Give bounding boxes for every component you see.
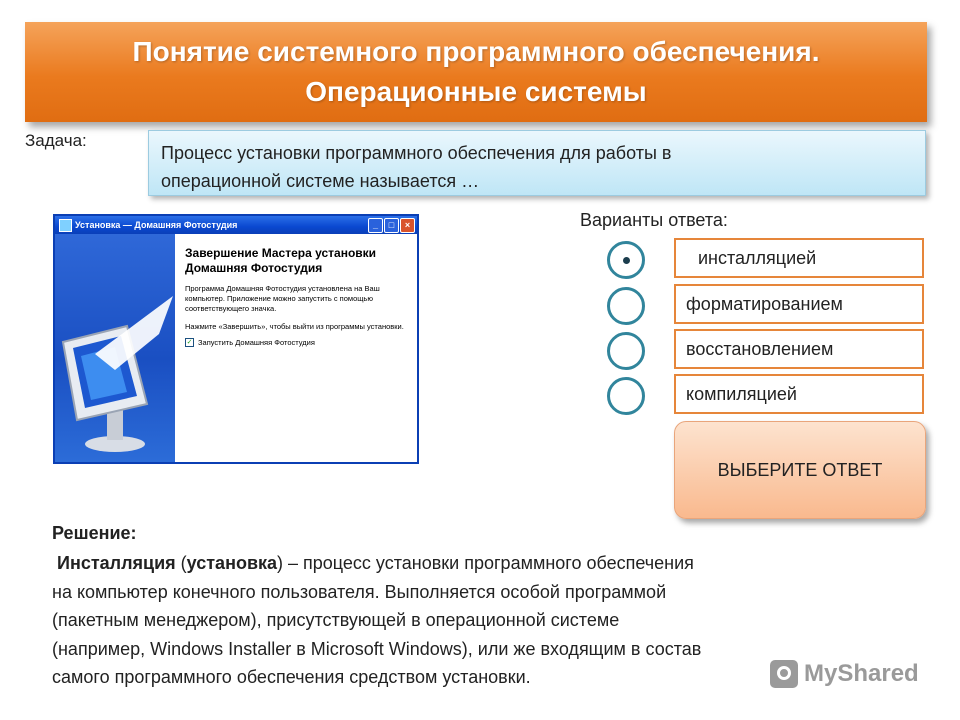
question-box [148, 130, 926, 196]
watermark-text: MyShared [804, 660, 919, 687]
installer-side-panel [55, 234, 175, 462]
installer-heading [185, 246, 407, 276]
installer-text2: Нажмите «Завершить», чтобы выйти из программы установки. [185, 322, 404, 331]
myshared-logo-icon [770, 660, 798, 688]
solution-paren: ( [175, 553, 187, 573]
installer-app-icon [59, 219, 72, 232]
solution-line1-rest: ) – процесс установки программного обеспечения [277, 553, 694, 573]
solution-term: Инсталляция [57, 553, 176, 573]
watermark [770, 660, 919, 688]
page-title-line1: Понятие системного программного обеспечения. [132, 36, 820, 67]
answer-option-4[interactable]: компиляцией [674, 374, 924, 414]
monitor-icon [55, 234, 175, 464]
title-banner [25, 22, 927, 122]
launch-checkbox-row [185, 338, 407, 347]
installer-window-title: Установка — Домашняя Фотостудия [75, 220, 238, 230]
submit-answer-button[interactable]: ВЫБЕРИТЕ ОТВЕТ [674, 421, 926, 519]
radio-option-2[interactable] [607, 287, 645, 325]
solution-line4: (например, Windows Installer в Microsoft Windows), или же входящим в состав [52, 638, 702, 659]
solution-title: Решение: [52, 523, 137, 543]
question-line1: Процесс установки программного обеспечения для работы в [161, 143, 672, 163]
close-icon: × [400, 218, 415, 233]
task-label: Задача: [25, 131, 87, 150]
radio-selected-dot [623, 257, 630, 264]
radio-option-1[interactable] [607, 241, 645, 279]
installer-titlebar [55, 216, 417, 234]
answer-option-3[interactable]: восстановлением [674, 329, 924, 369]
solution-line5: самого программного обеспечения средством установки. [52, 667, 531, 687]
installer-text1: Программа Домашняя Фотостудия установлена на Ваш компьютер. Приложение можно запустить с помощью соответствующего значка. [185, 284, 380, 313]
answers-label: Варианты ответа: [580, 210, 728, 230]
launch-checkbox-label: Запустить Домашняя Фотостудия [198, 338, 315, 347]
answer-option-2[interactable]: форматированием [674, 284, 924, 324]
solution-line2: на компьютер конечного пользователя. Выполняется особой программой [52, 581, 667, 602]
radio-option-4[interactable] [607, 377, 645, 415]
radio-option-3[interactable] [607, 332, 645, 370]
installer-screenshot [53, 214, 419, 464]
maximize-icon: □ [384, 218, 399, 233]
minimize-icon: _ [368, 218, 383, 233]
answer-option-1[interactable]: инсталляцией [674, 238, 924, 278]
solution-term2: установка [186, 553, 278, 573]
checkbox-checked-icon: ✓ [186, 339, 193, 346]
solution-line1 [52, 549, 912, 578]
page-title-line2: Операционные системы [305, 76, 647, 107]
question-line2: операционной системе называется … [161, 171, 480, 191]
solution-line3: (пакетным менеджером), присутствующей в операционной системе [52, 610, 620, 630]
installer-content [175, 234, 417, 462]
installer-heading-line1: Завершение Мастера установки [185, 246, 377, 260]
installer-heading-line2: Домашняя Фотостудия [185, 261, 323, 275]
